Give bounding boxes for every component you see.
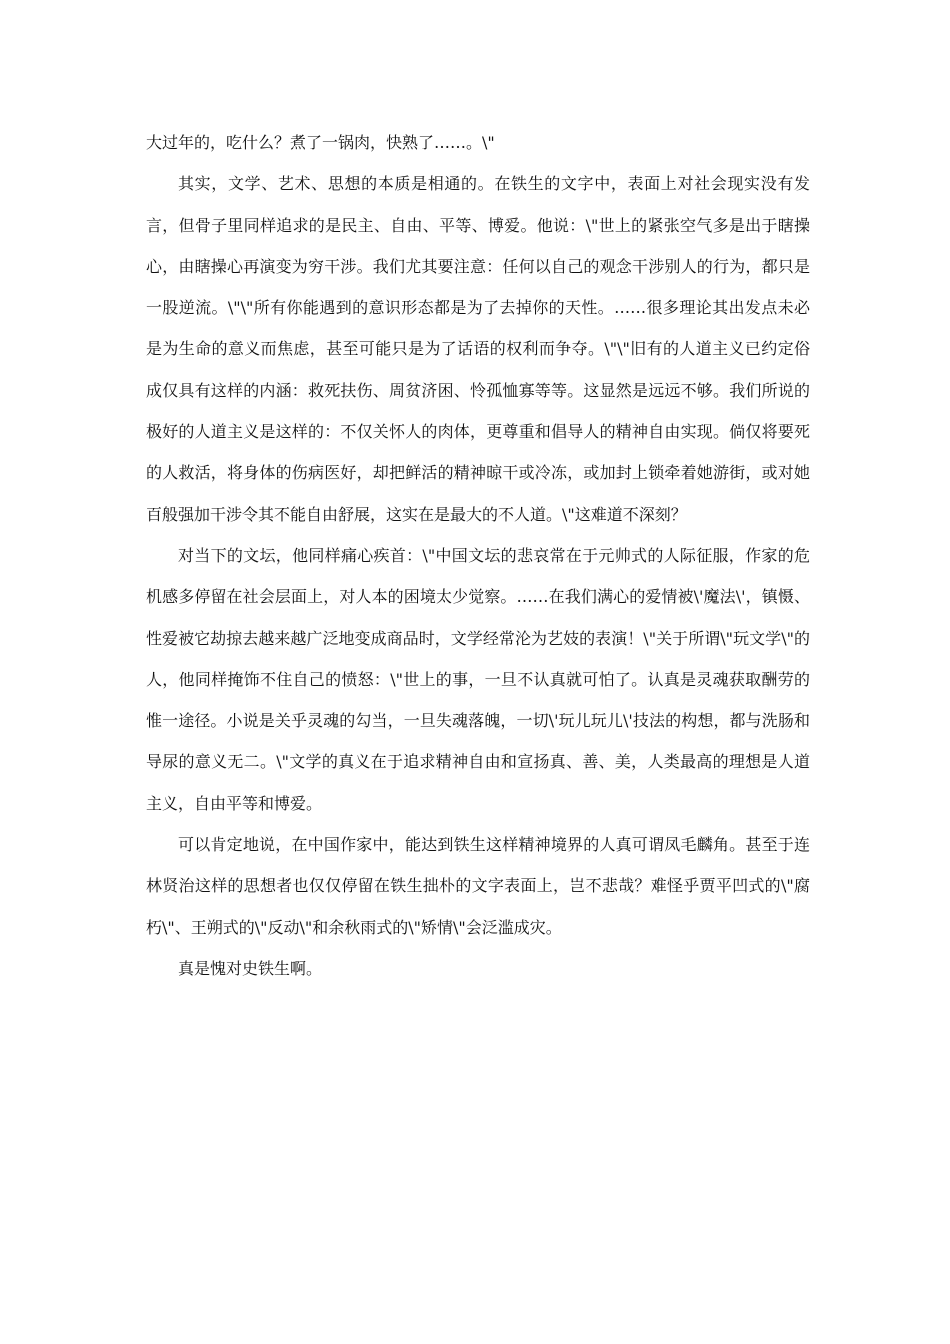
paragraph-3: 对当下的文坛，他同样痛心疾首：\"中国文坛的悲哀常在于元帅式的人际征服，作家的危机感多停留在社会层面上，对人本的困境太少觉察。……在我们满心的爱情被\'魔法\'，镇慑、性爱被它劫掠去越来越广泛地变成商品时，文学经常沦为艺妓的表演！\"关于所谓\"玩文学\"的人，他同样掩饰不住自己的愤怒：\"世上的事，一旦不认真就可怕了。认真是灵魂获取酬劳的惟一途径。小说是关乎灵魂的勾当，一旦失魂落魄，一切\'玩儿玩儿\'技法的构想，都与洗肠和导尿的意义无二。\"文学的真义在于追求精神自由和宣扬真、善、美，人类最高的理想是人道主义，自由平等和博爱。 <box>146 545 810 813</box>
paragraph-2: 其实，文学、艺术、思想的本质是相通的。在铁生的文字中，表面上对社会现实没有发言，但骨子里同样追求的是民主、自由、平等、博爱。他说：\"世上的紧张空气多是出于瞎操心，由瞎操心再演变为穷干涉。我们尤其要注意：任何以自己的观念干涉别人的行为，都只是一股逆流。\"\"所有你能遇到的意识形态都是为了去掉你的天性。……很多理论其出发点未必是为生命的意义而焦虑，甚至可能只是为了话语的权利而争夺。\"\"旧有的人道主义已约定俗成仅具有这样的内涵：救死扶伤、周贫济困、怜孤恤寡等等。这显然是远远不够。我们所说的极好的人道主义是这样的：不仅关怀人的肉体，更尊重和倡导人的精神自由实现。倘仅将要死的人救活，将身体的伤病医好，却把鲜活的精神晾干或冷冻，或加封上锁牵着她游街，或对她百般强加干涉令其不能自由舒展，这实在是最大的不人道。\"这难道不深刻？ <box>146 174 810 524</box>
paragraph-1: 大过年的，吃什么？煮了一锅肉，快熟了……。\" <box>146 133 495 152</box>
article-body <box>146 122 810 989</box>
paragraph-4: 可以肯定地说，在中国作家中，能达到铁生这样精神境界的人真可谓凤毛麟角。甚至于连林贤治这样的思想者也仅仅停留在铁生拙朴的文字表面上，岂不悲哉？难怪乎贾平凹式的\"腐朽\"、王朔式的\"反动\"和余秋雨式的\"矫情\"会泛滥成灾。 <box>146 835 810 937</box>
paragraph-5: 真是愧对史铁生啊。 <box>178 958 323 978</box>
